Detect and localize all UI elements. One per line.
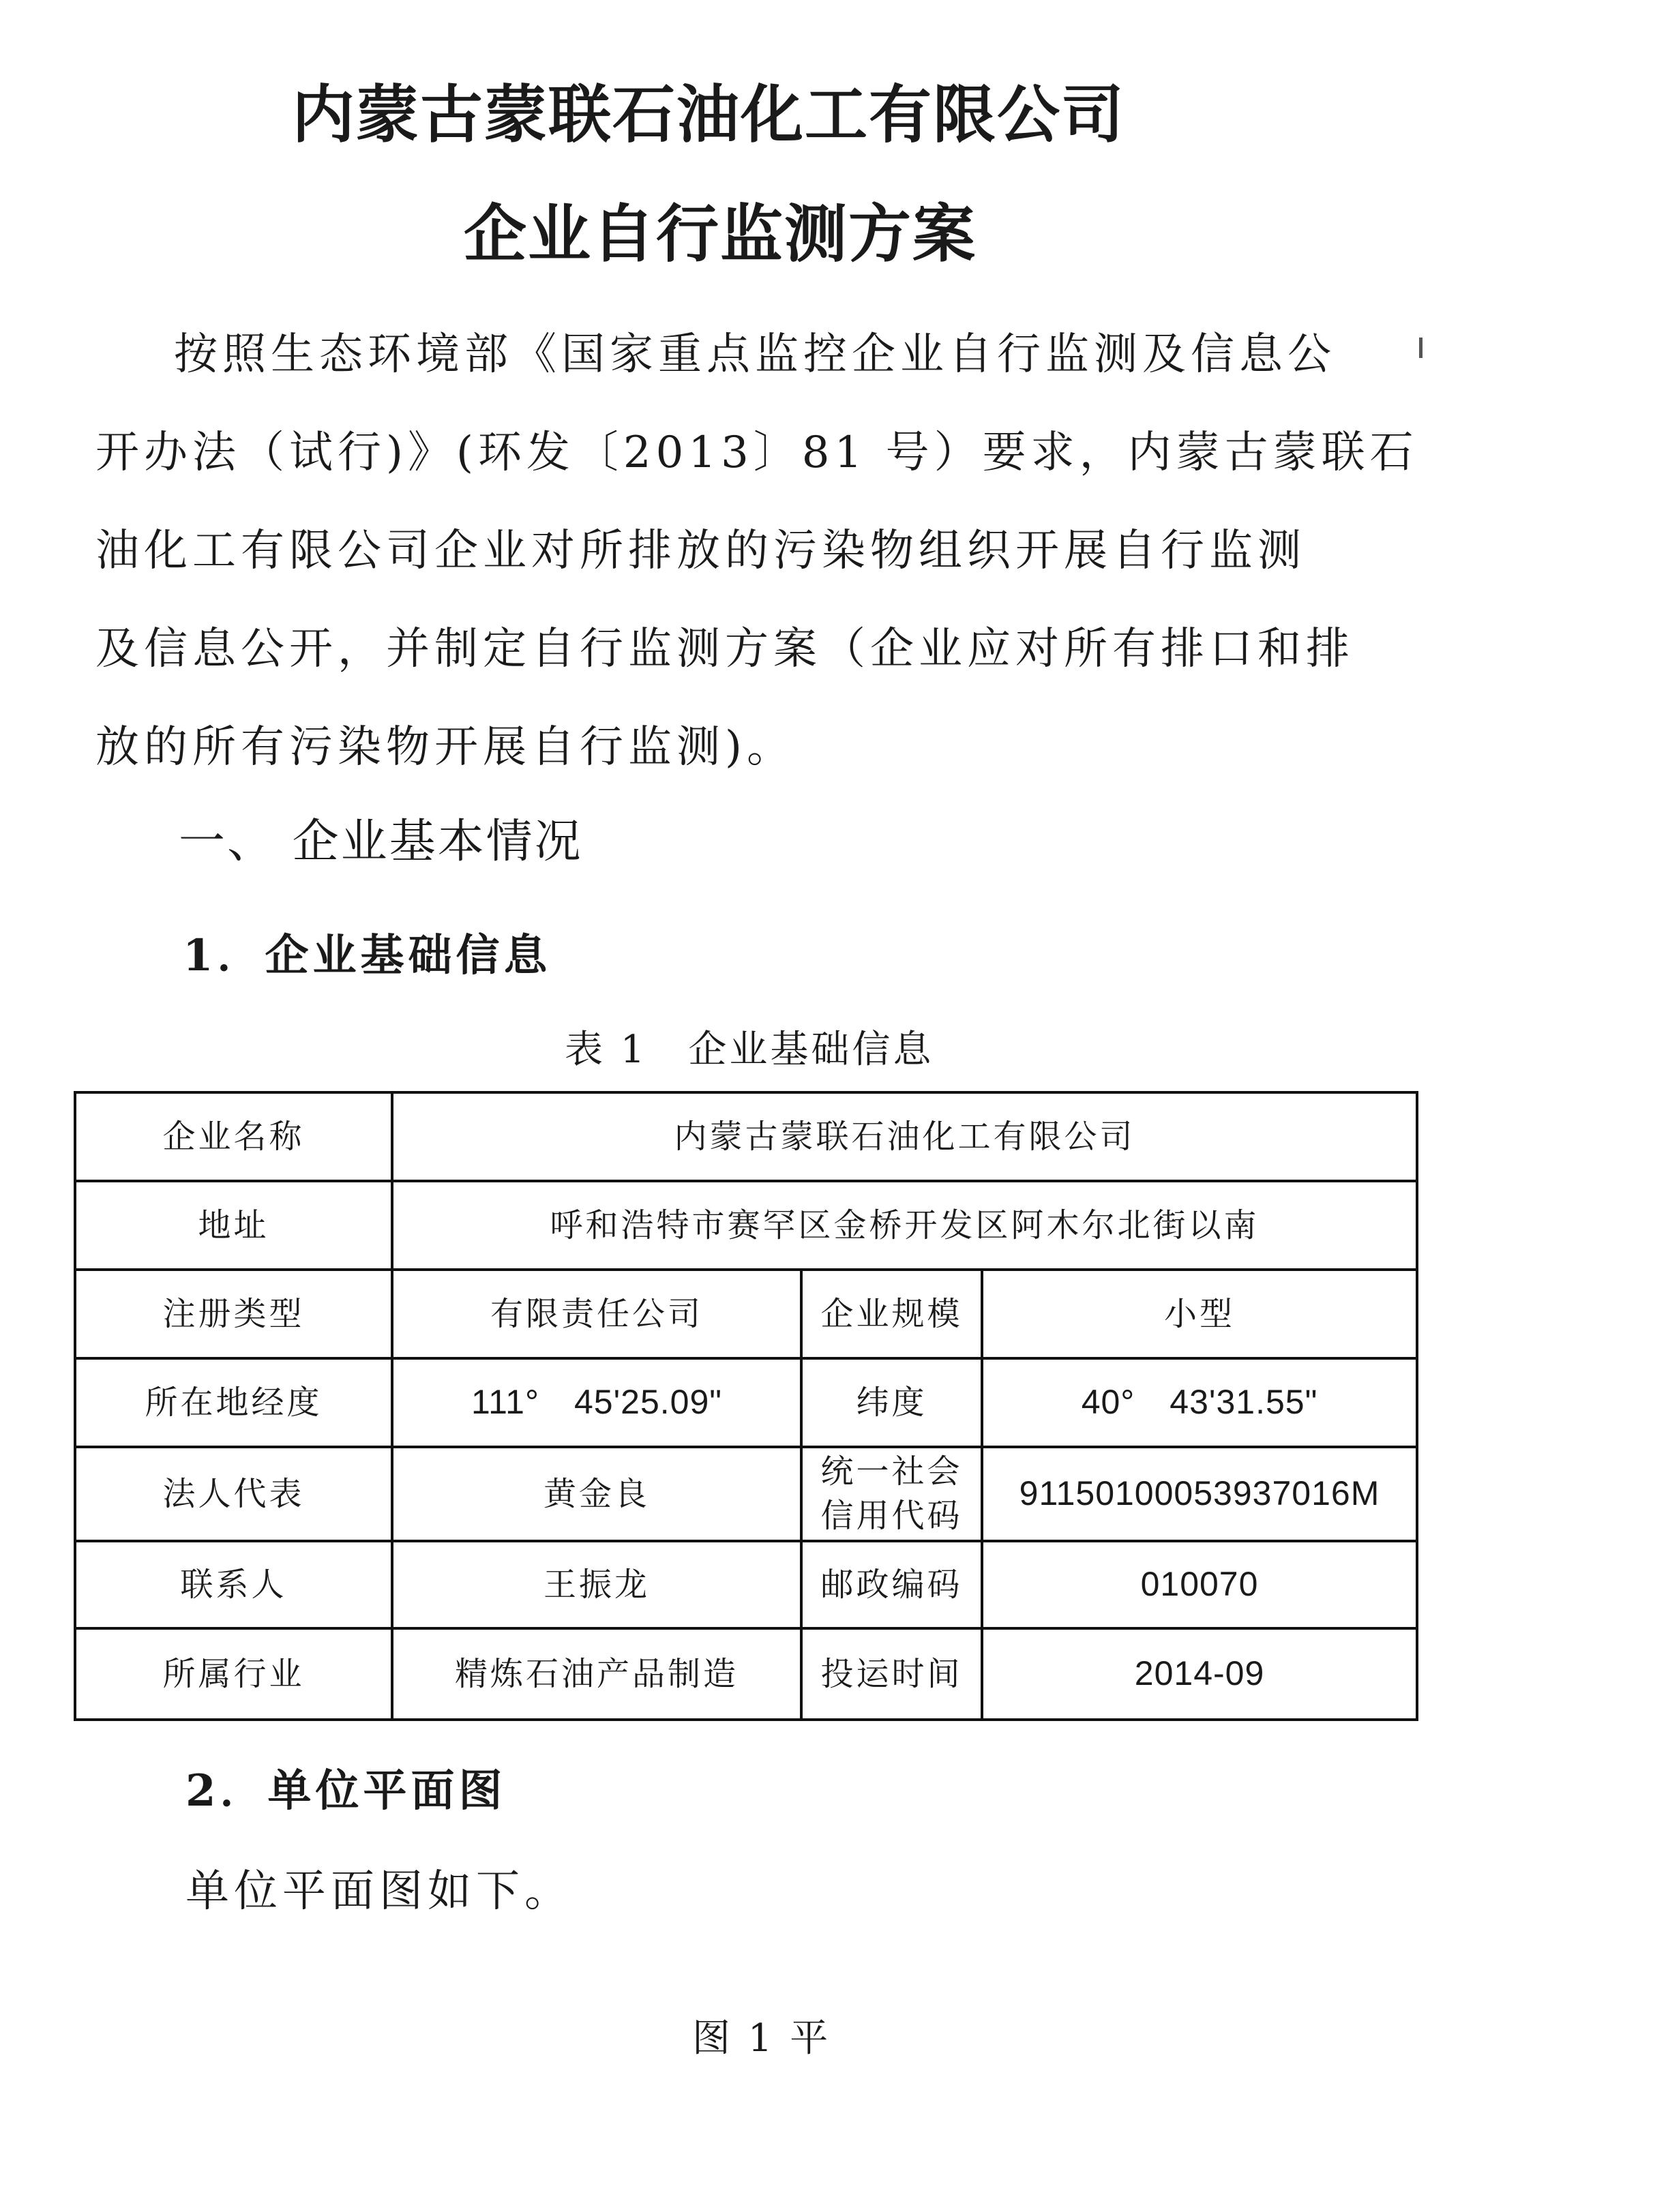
table-label-cell bbox=[801, 1447, 982, 1541]
table-caption: 表 1 企业基础信息 bbox=[565, 1028, 934, 1072]
credit-code-label-line-2: 信用代码 bbox=[820, 1497, 963, 1535]
table-value-cell: 呼和浩特市赛罕区金桥开发区阿木尔北街以南 bbox=[392, 1181, 1417, 1270]
table-value-cell: 40° 43'31.55" bbox=[982, 1358, 1417, 1447]
scan-mark bbox=[1419, 338, 1423, 358]
document-title-line2: 企业自行监测方案 bbox=[464, 198, 977, 271]
table-row bbox=[75, 1541, 1417, 1628]
intro-line-4: 及信息公开，并制定自行监测方案（企业应对所有排口和排 bbox=[95, 624, 1354, 674]
table-value-cell: 111° 45'25.09" bbox=[392, 1358, 801, 1447]
table-label-cell: 企业名称 bbox=[75, 1092, 392, 1181]
table-label-cell: 邮政编码 bbox=[801, 1541, 982, 1628]
table-value-cell: 010070 bbox=[982, 1541, 1417, 1628]
intro-line-1: 按照生态环境部《国家重点监控企业自行监测及信息公 bbox=[174, 329, 1336, 380]
subsection-heading-2: 2．单位平面图 bbox=[185, 1765, 507, 1817]
table-label-cell: 地址 bbox=[75, 1181, 392, 1270]
table-label-cell: 注册类型 bbox=[75, 1270, 392, 1358]
table-label-cell: 企业规模 bbox=[801, 1270, 982, 1358]
table-row bbox=[75, 1447, 1417, 1541]
table-row bbox=[75, 1628, 1417, 1720]
table-row bbox=[75, 1270, 1417, 1358]
enterprise-info-table bbox=[74, 1091, 1418, 1721]
table-value-cell: 精炼石油产品制造 bbox=[392, 1628, 801, 1720]
table-label-cell: 联系人 bbox=[75, 1541, 392, 1628]
intro-line-2: 开办法（试行)》(环发〔2013〕81 号）要求，内蒙古蒙联石 bbox=[95, 428, 1418, 478]
table-label-cell: 法人代表 bbox=[75, 1447, 392, 1541]
table-row bbox=[75, 1181, 1417, 1270]
credit-code-label-line-1: 统一社会 bbox=[820, 1452, 963, 1491]
table-label-cell: 投运时间 bbox=[801, 1628, 982, 1720]
table-label-cell: 纬度 bbox=[801, 1358, 982, 1447]
table-value-cell: 黄金良 bbox=[392, 1447, 801, 1541]
table-value-cell: 91150100053937016M bbox=[982, 1447, 1417, 1541]
intro-line-3: 油化工有限公司企业对所排放的污染物组织开展自行监测 bbox=[95, 526, 1306, 576]
document-title-line1: 内蒙古蒙联石油化工有限公司 bbox=[292, 78, 1126, 151]
table-value-cell: 2014-09 bbox=[982, 1628, 1417, 1720]
table-value-cell: 王振龙 bbox=[392, 1541, 801, 1628]
subsection-heading-1: 1．企业基础信息 bbox=[183, 930, 552, 981]
table-value-cell: 有限责任公司 bbox=[392, 1270, 801, 1358]
intro-line-5: 放的所有污染物开展自行监测)。 bbox=[95, 722, 795, 773]
table-value-cell: 内蒙古蒙联石油化工有限公司 bbox=[392, 1092, 1417, 1181]
table-row bbox=[75, 1092, 1417, 1181]
floor-plan-intro: 单位平面图如下。 bbox=[185, 1866, 573, 1917]
figure-caption: 图 1 平 bbox=[692, 2016, 831, 2061]
table-value-cell: 小型 bbox=[982, 1270, 1417, 1358]
section-heading: 一、 企业基本情况 bbox=[179, 815, 583, 869]
table-row bbox=[75, 1358, 1417, 1447]
table-label-cell: 所属行业 bbox=[75, 1628, 392, 1720]
table-label-cell: 所在地经度 bbox=[75, 1358, 392, 1447]
